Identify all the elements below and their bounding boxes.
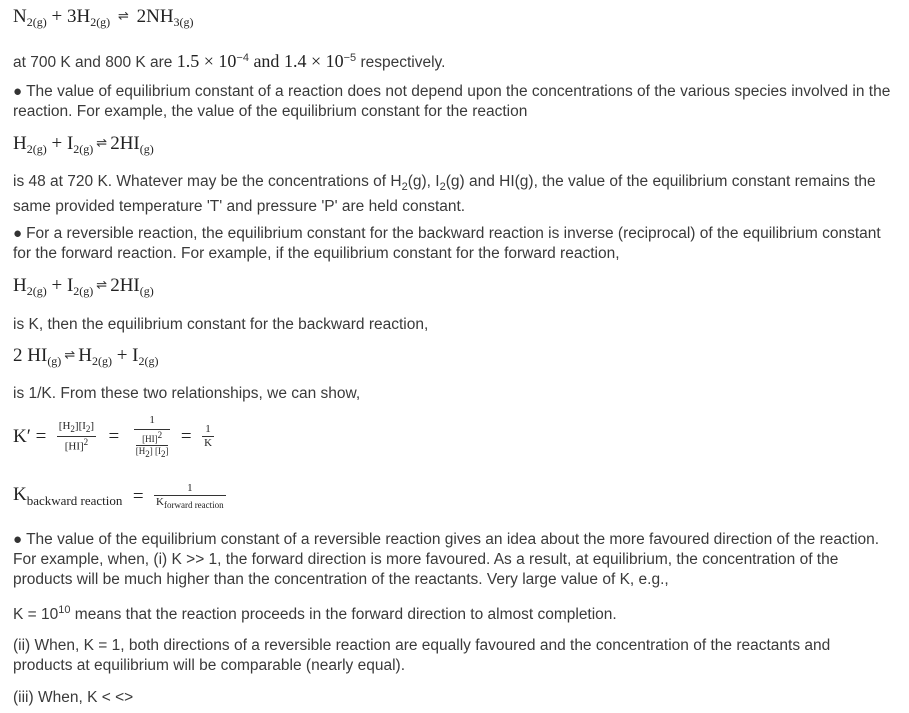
equilibrium-arrow-icon: ⇌ (96, 278, 108, 293)
temperature-line: at 700 K and 800 K are $1.5 \times 10^{-4}$ and $1.4 \times 10^{-5}$ respectively. (13, 51, 446, 72)
equation-backward: 2 $HI_{(g)}$ ⇌ $H_{2(g)} + I_{2(g)}$ (13, 345, 159, 368)
equilibrium-arrow-icon: ⇌ (64, 348, 76, 363)
fraction-k-prime-1: $\frac{[H_2][I_2]}{[HI]^2}$ (58, 420, 95, 453)
equation-hi-2: $H_{2(g)} + I_{2(g)}$ ⇌ $2HI_{(g)}$ (13, 275, 154, 298)
paragraph-reversible: ● For a reversible reaction, the equilibrium constant for the backward reaction is inverse (reciprocal) of the equilibrium constant for the forward reaction. For example, if the equilibrium constant for the forward reaction, (13, 225, 881, 262)
paragraph-concentration: ● The value of equilibrium constant of a reaction does not depend upon the concentrations of the various species involved in the reaction. For example, the value of the equilibrium constant for the reaction (13, 83, 891, 120)
paragraph-k-10-10: $K = 10^{10}$ means that the reaction proceeds in the forward direction to almost completion. (13, 604, 617, 624)
paragraph-is-1-over-k: is 1/K. From these two relationships, we can show, (13, 385, 361, 402)
paragraph-48-at-720k: is 48 at 720 K. Whatever may be the concentrations of $H_2(g)$, $I_2(g)$ and HI(g), the value of the equilibrium constant remains the same provided temperature 'T' and pressure 'P' are held constant. (13, 173, 876, 216)
equation-k-backward: $K_{backward reaction}$ = $\frac{1}{K_{forward reaction}}$ (13, 482, 224, 511)
bullet-icon: ● (13, 531, 23, 548)
fraction-k-forward: $\frac{1}{K_{forward reaction}}$ (156, 482, 224, 511)
paragraph-favoured-direction: ● The value of the equilibrium constant of a reversible reaction gives an idea about the more favoured direction of the reaction. For example, when, (i) K >> 1, the forward direction is more favoured. As a result, at equilibrium, the concentration of the products will be much higher than the concentration of the reactants. Very large value of K, e.g., (13, 531, 880, 588)
equilibrium-arrow-icon: ⇌ (117, 9, 129, 24)
equation-ammonia: $N_{2(g)} + 3H_{2(g)}$ ⇌ $2NH_{3(g)}$ (13, 6, 194, 29)
equation-k-prime: K′ = $\frac{[H_2][I_2]}{[HI]^2}$ = 1 [HI]$^2$ $[H_2]$ $[I_2]$ = $\frac{1}{K}$ (13, 414, 213, 459)
fraction-k-prime-2: 1 [HI]$^2$ $[H_2]$ $[I_2]$ (135, 414, 169, 459)
bullet-icon: ● (13, 83, 23, 100)
bullet-icon: ● (13, 225, 23, 242)
equilibrium-arrow-icon: ⇌ (96, 136, 108, 151)
equation-hi-1: $H_{2(g)} + I_{2(g)}$ ⇌ $2HI_{(g)}$ (13, 133, 154, 156)
paragraph-is-k: is K, then the equilibrium constant for the backward reaction, (13, 316, 429, 333)
fraction-one-over-k: $\frac{1}{K}$ (204, 423, 213, 450)
paragraph-k-equals-1: (ii) When, K = 1, both directions of a reversible reaction are equally favoured and the concentration of the reactants and products at equilibrium will be comparable (nearly equal). (13, 637, 831, 674)
paragraph-k-less: (iii) When, K < <> (13, 689, 134, 706)
